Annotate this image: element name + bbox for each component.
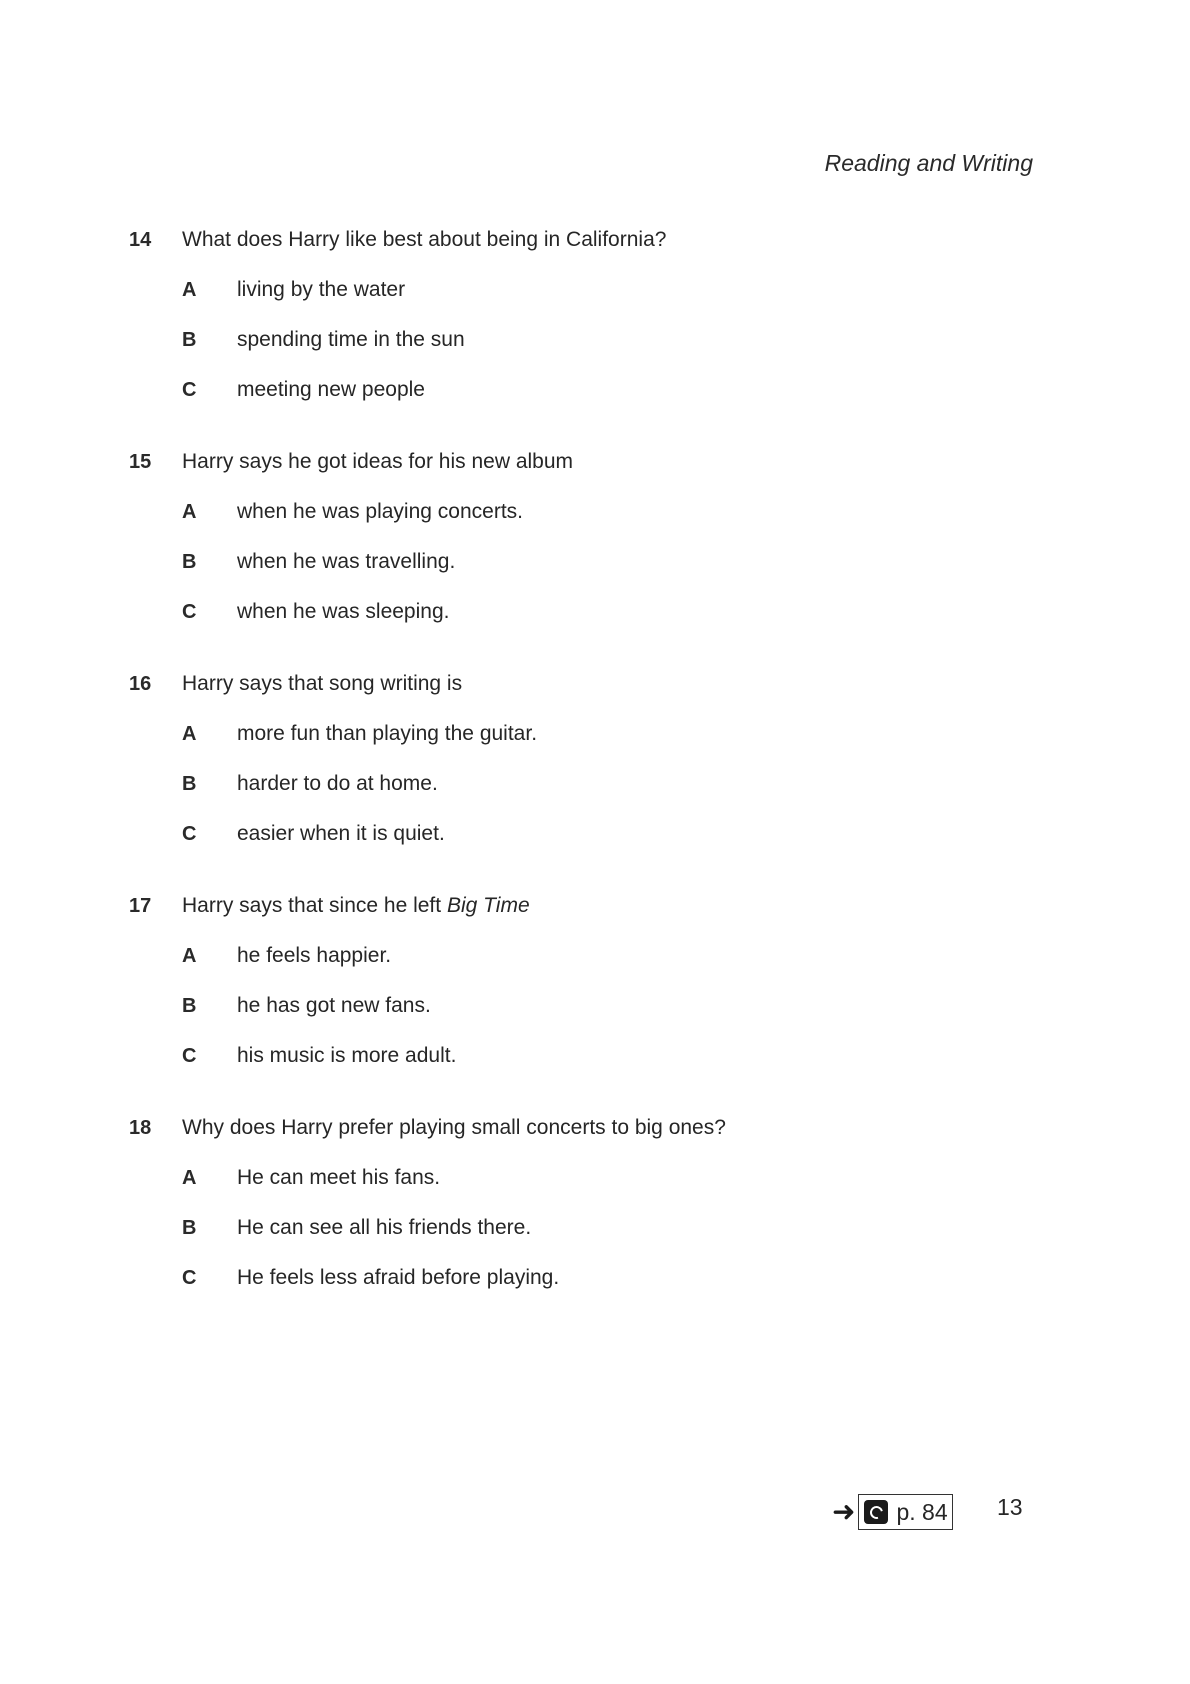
option-letter: A [182,723,197,745]
option-letter: B [182,551,197,573]
question-number: 16 [129,673,152,695]
option-b[interactable] [129,328,949,378]
question-17 [129,894,949,1094]
option-c[interactable] [129,1044,949,1094]
option-b[interactable] [129,1216,949,1266]
option-letter: C [182,823,197,845]
option-a[interactable] [129,1166,949,1216]
option-text: his music is more adult. [237,1044,457,1067]
option-text: he has got new fans. [237,994,431,1017]
option-letter: A [182,279,197,301]
option-letter: B [182,329,197,351]
option-c[interactable] [129,1266,949,1316]
page-reference-link[interactable] [832,1494,953,1530]
question-number: 14 [129,229,152,251]
option-a[interactable] [129,278,949,328]
question-text: Harry says he got ideas for his new album [182,450,574,473]
question-text: What does Harry like best about being in California? [182,228,667,251]
option-text: He can see all his friends there. [237,1216,532,1239]
option-a[interactable] [129,500,949,550]
question-number: 15 [129,451,152,473]
option-text: spending time in the sun [237,328,465,351]
option-letter: A [182,1167,197,1189]
option-text: when he was playing concerts. [237,500,523,523]
speech-bubble-icon [864,1500,888,1524]
option-letter: B [182,1217,197,1239]
option-letter: C [182,1045,197,1067]
option-letter: B [182,995,197,1017]
option-a[interactable] [129,944,949,994]
question-text-italic: Big Time [446,894,530,917]
section-title: Reading and Writing [824,150,1033,176]
question-text: Why does Harry prefer playing small concerts to big ones? [182,1116,726,1139]
option-text: He feels less afraid before playing. [237,1266,560,1289]
option-letter: A [182,945,197,967]
option-b[interactable] [129,550,949,600]
option-text: meeting new people [237,378,425,401]
option-text: he feels happier. [237,944,392,967]
reference-box [858,1494,952,1530]
option-text: He can meet his fans. [237,1166,441,1189]
option-letter: A [182,501,197,523]
question-16 [129,672,949,872]
question-15 [129,450,949,650]
question-text: Harry says that song writing is [182,672,463,695]
option-text: living by the water [237,278,406,301]
option-letter: C [182,1267,197,1289]
option-c[interactable] [129,822,949,872]
question-text [182,894,530,918]
option-letter: B [182,773,197,795]
option-text: more fun than playing the guitar. [237,722,538,745]
reference-text: p. 84 [896,1498,948,1525]
page-number: 13 [997,1494,1023,1520]
option-text: harder to do at home. [237,772,438,795]
option-text: when he was sleeping. [237,600,450,623]
question-number: 18 [129,1117,152,1139]
option-c[interactable] [129,378,949,428]
option-b[interactable] [129,772,949,822]
question-number: 17 [129,895,152,917]
question-14 [129,228,949,428]
option-c[interactable] [129,600,949,650]
option-text: easier when it is quiet. [237,822,445,845]
question-text-plain: Harry says that since he left [182,894,442,917]
option-letter: C [182,601,197,623]
option-letter: C [182,379,197,401]
option-a[interactable] [129,722,949,772]
option-text: when he was travelling. [237,550,456,573]
question-18 [129,1116,949,1316]
option-b[interactable] [129,994,949,1044]
arrow-right-icon: ➜ [832,1496,856,1527]
